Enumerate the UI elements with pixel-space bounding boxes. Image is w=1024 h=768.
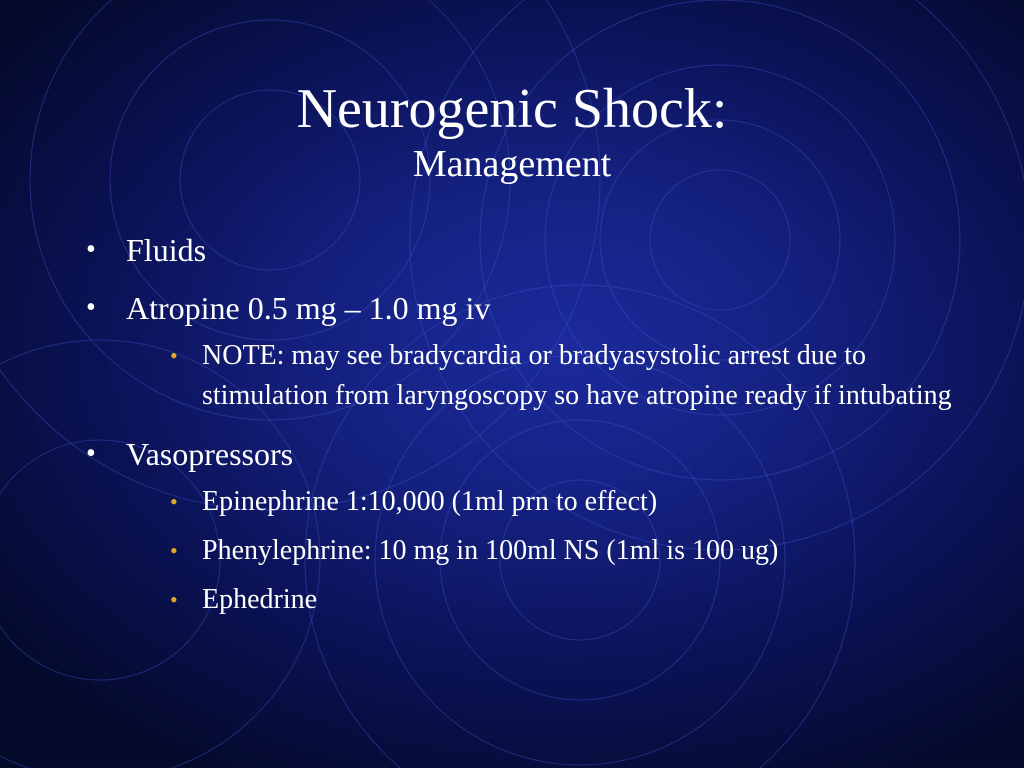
bullet-dot-icon: • <box>86 438 96 469</box>
sub-bullet-list <box>170 336 952 416</box>
bullet-list <box>86 230 952 638</box>
bullet-text: Atropine 0.5 mg – 1.0 mg iv <box>126 290 491 326</box>
sub-bullet-dot-icon: • <box>170 489 178 514</box>
sub-bullet-list <box>170 482 946 620</box>
sub-bullet-phenylephrine <box>170 531 962 571</box>
bullet-atropine <box>86 288 952 416</box>
sub-bullet-dot-icon: • <box>170 587 178 612</box>
bullet-dot-icon: • <box>86 234 96 265</box>
slide-title: Neurogenic Shock: <box>296 78 728 140</box>
sub-bullet-note <box>170 336 962 416</box>
bullet-text: Vasopressors <box>126 436 294 472</box>
sub-bullet-dot-icon: • <box>170 538 178 563</box>
sub-bullet-text: Phenylephrine: 10 mg in 100ml NS (1ml is 100 ug) <box>202 535 779 566</box>
slide-subtitle: Management <box>412 143 612 185</box>
bullet-vasopressors <box>86 434 946 620</box>
sub-bullet-text: Epinephrine 1:10,000 (1ml prn to effect) <box>202 486 658 517</box>
sub-bullet-epinephrine <box>170 482 962 522</box>
title-block <box>0 78 1024 186</box>
sub-bullet-text: NOTE: may see bradycardia or bradyasystolic arrest due to stimulation from laryngoscopy so have atropine ready if intubating <box>202 340 952 411</box>
bullet-dot-icon: • <box>86 292 96 323</box>
sub-bullet-ephedrine <box>170 580 962 620</box>
bullet-text: Fluids <box>126 232 207 268</box>
sub-bullet-dot-icon: • <box>170 343 178 368</box>
bullet-fluids <box>86 230 946 270</box>
sub-bullet-text: Ephedrine <box>202 584 318 615</box>
